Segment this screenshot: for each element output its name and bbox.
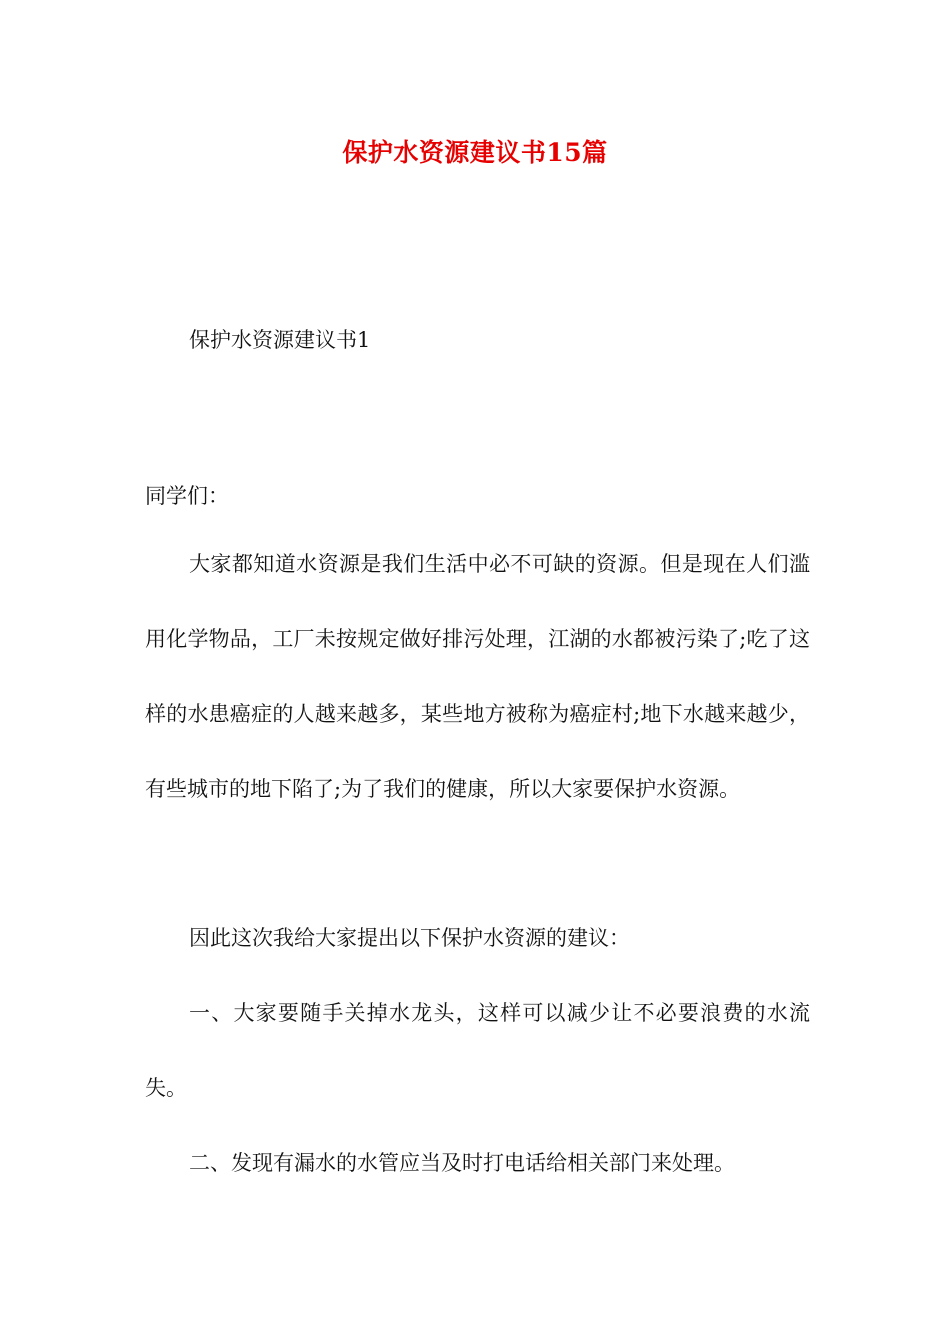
paragraph-suggestion-one: 一、大家要随手关掉水龙头，这样可以减少让不必要浪费的水流失。 (145, 1001, 810, 1100)
paragraph-suggestion-two: 二、发现有漏水的水管应当及时打电话给相关部门来处理。 (189, 1151, 735, 1175)
section-heading: 保护水资源建议书1 (189, 328, 371, 352)
salutation: 同学们： (145, 484, 229, 508)
document-title: 保护水资源建议书15篇 (342, 138, 608, 167)
paragraph-intro: 大家都知道水资源是我们生活中必不可缺的资源。但是现在人们滥用化学物品，工厂未按规定做好排污处理，江湖的水都被污染了;吃了这样的水患癌症的人越来越多，某些地方被称为癌症村;地下水越来越少，有些城市的地下陷了;为了我们的健康，所以大家要保护水资源。 (145, 552, 810, 801)
paragraph-suggestions-lead: 因此这次我给大家提出以下保护水资源的建议： (189, 926, 630, 950)
